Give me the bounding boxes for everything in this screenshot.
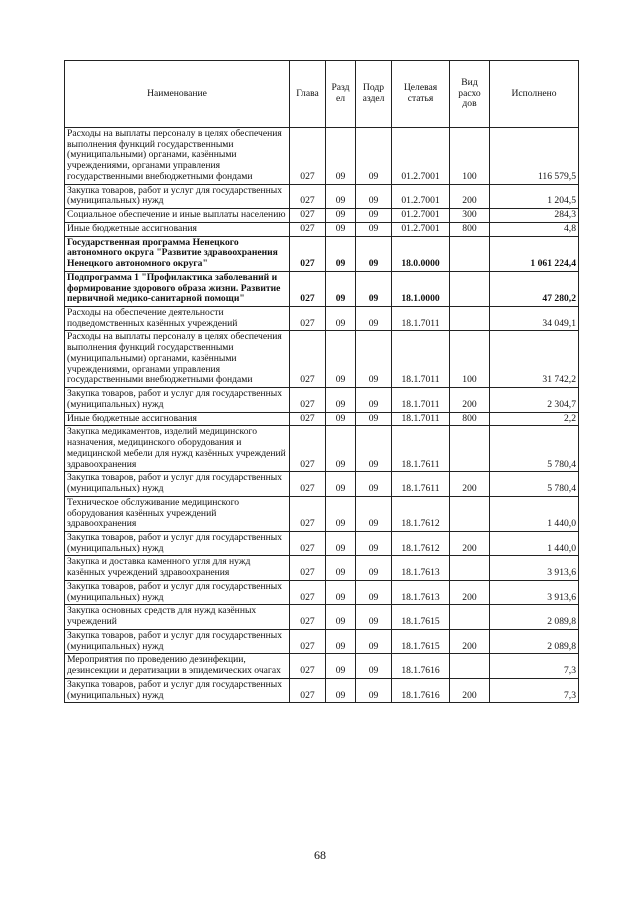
cell-razdel: 09	[326, 209, 356, 223]
cell-name: Расходы на выплаты персоналу в целях обеспечения выполнения функций государственными (муниципальными) органами, казёнными учреждениями, органами управления государственными внебюджетными фондами	[65, 331, 290, 388]
table-row	[65, 184, 579, 208]
cell-expense-type: 200	[450, 678, 490, 702]
cell-podrazdel: 09	[356, 580, 392, 604]
cell-glava: 027	[290, 209, 326, 223]
cell-executed: 5 780,4	[490, 426, 579, 472]
header-target-article: Целевая статья	[392, 61, 450, 128]
cell-podrazdel: 09	[356, 331, 392, 388]
table-row	[65, 472, 579, 496]
cell-razdel: 09	[326, 580, 356, 604]
cell-target-article: 18.1.7616	[392, 654, 450, 678]
table-body	[65, 128, 579, 703]
cell-target-article: 18.1.7612	[392, 496, 450, 531]
cell-glava: 027	[290, 678, 326, 702]
cell-razdel: 09	[326, 271, 356, 306]
cell-name: Иные бюджетные ассигнования	[65, 222, 290, 236]
cell-name: Закупка и доставка каменного угля для нужд казённых учреждений здравоохранения	[65, 556, 290, 580]
cell-podrazdel: 09	[356, 556, 392, 580]
cell-razdel: 09	[326, 331, 356, 388]
cell-executed: 2 304,7	[490, 388, 579, 412]
table-row	[65, 629, 579, 653]
cell-name: Государственная программа Ненецкого автономного округа "Развитие здравоохранения Ненецкого автономного округа"	[65, 236, 290, 271]
cell-razdel: 09	[326, 496, 356, 531]
cell-executed: 5 780,4	[490, 472, 579, 496]
cell-expense-type	[450, 654, 490, 678]
cell-razdel: 09	[326, 184, 356, 208]
cell-podrazdel: 09	[356, 605, 392, 629]
page-number: 68	[314, 848, 326, 862]
cell-podrazdel: 09	[356, 307, 392, 331]
table-row	[65, 426, 579, 472]
cell-target-article: 18.1.7615	[392, 605, 450, 629]
cell-glava: 027	[290, 654, 326, 678]
cell-expense-type: 200	[450, 629, 490, 653]
cell-podrazdel: 09	[356, 388, 392, 412]
cell-glava: 027	[290, 496, 326, 531]
cell-podrazdel: 09	[356, 496, 392, 531]
cell-name: Расходы на обеспечение деятельности подведомственных казённых учреждений	[65, 307, 290, 331]
cell-glava: 027	[290, 605, 326, 629]
cell-glava: 027	[290, 580, 326, 604]
cell-target-article: 18.1.7011	[392, 388, 450, 412]
cell-target-article: 01.2.7001	[392, 128, 450, 185]
cell-name: Иные бюджетные ассигнования	[65, 412, 290, 426]
cell-name: Закупка основных средств для нужд казённых учреждений	[65, 605, 290, 629]
cell-glava: 027	[290, 128, 326, 185]
cell-expense-type	[450, 496, 490, 531]
cell-razdel: 09	[326, 236, 356, 271]
cell-glava: 027	[290, 331, 326, 388]
cell-glava: 027	[290, 412, 326, 426]
cell-target-article: 18.1.7611	[392, 472, 450, 496]
cell-expense-type	[450, 307, 490, 331]
table-row	[65, 388, 579, 412]
cell-name: Закупка товаров, работ и услуг для государственных (муниципальных) нужд	[65, 388, 290, 412]
cell-executed: 34 049,1	[490, 307, 579, 331]
cell-target-article: 18.1.7612	[392, 531, 450, 555]
cell-expense-type: 200	[450, 388, 490, 412]
cell-name: Закупка товаров, работ и услуг для государственных (муниципальных) нужд	[65, 472, 290, 496]
table-row	[65, 271, 579, 306]
cell-razdel: 09	[326, 307, 356, 331]
cell-target-article: 18.1.7011	[392, 412, 450, 426]
budget-table	[64, 60, 579, 703]
table-row	[65, 412, 579, 426]
cell-razdel: 09	[326, 629, 356, 653]
cell-razdel: 09	[326, 388, 356, 412]
cell-razdel: 09	[326, 556, 356, 580]
cell-expense-type: 200	[450, 184, 490, 208]
cell-expense-type	[450, 236, 490, 271]
cell-name: Социальное обеспечение и иные выплаты населению	[65, 209, 290, 223]
cell-executed: 1 440,0	[490, 531, 579, 555]
cell-executed: 2 089,8	[490, 605, 579, 629]
cell-glava: 027	[290, 556, 326, 580]
cell-target-article: 01.2.7001	[392, 209, 450, 223]
cell-name: Закупка товаров, работ и услуг для государственных (муниципальных) нужд	[65, 580, 290, 604]
cell-razdel: 09	[326, 426, 356, 472]
cell-name: Подпрограмма 1 "Профилактика заболеваний и формирование здорового образа жизни. Развитие первичной медико-санитарной помощи"	[65, 271, 290, 306]
header-razdel: Разд ел	[326, 61, 356, 128]
cell-expense-type: 800	[450, 222, 490, 236]
cell-name: Закупка медикаментов, изделий медицинского назначения, медицинского оборудования и медицинской мебели для нужд казённых учреждений здравоохранения	[65, 426, 290, 472]
cell-podrazdel: 09	[356, 209, 392, 223]
table-row	[65, 236, 579, 271]
cell-executed: 3 913,6	[490, 580, 579, 604]
cell-target-article: 18.0.0000	[392, 236, 450, 271]
cell-podrazdel: 09	[356, 654, 392, 678]
cell-executed: 1 440,0	[490, 496, 579, 531]
cell-podrazdel: 09	[356, 236, 392, 271]
cell-executed: 47 280,2	[490, 271, 579, 306]
table-row	[65, 307, 579, 331]
cell-expense-type: 100	[450, 128, 490, 185]
cell-expense-type: 200	[450, 472, 490, 496]
cell-podrazdel: 09	[356, 531, 392, 555]
cell-expense-type: 200	[450, 580, 490, 604]
cell-glava: 027	[290, 388, 326, 412]
cell-executed: 7,3	[490, 678, 579, 702]
table-row	[65, 678, 579, 702]
cell-razdel: 09	[326, 128, 356, 185]
cell-podrazdel: 09	[356, 271, 392, 306]
cell-podrazdel: 09	[356, 678, 392, 702]
cell-expense-type	[450, 426, 490, 472]
cell-podrazdel: 09	[356, 222, 392, 236]
cell-expense-type	[450, 556, 490, 580]
cell-glava: 027	[290, 307, 326, 331]
cell-glava: 027	[290, 531, 326, 555]
cell-glava: 027	[290, 184, 326, 208]
cell-podrazdel: 09	[356, 184, 392, 208]
cell-target-article: 01.2.7001	[392, 222, 450, 236]
cell-razdel: 09	[326, 472, 356, 496]
table-row	[65, 222, 579, 236]
cell-name: Закупка товаров, работ и услуг для государственных (муниципальных) нужд	[65, 678, 290, 702]
cell-glava: 027	[290, 271, 326, 306]
cell-name: Расходы на выплаты персоналу в целях обеспечения выполнения функций государственными (муниципальными) органами, казёнными учреждениями, органами управления государственными внебюджетными фондами	[65, 128, 290, 185]
table-row	[65, 331, 579, 388]
header-glava: Глава	[290, 61, 326, 128]
cell-razdel: 09	[326, 531, 356, 555]
cell-target-article: 18.1.7611	[392, 426, 450, 472]
cell-target-article: 18.1.0000	[392, 271, 450, 306]
cell-executed: 2,2	[490, 412, 579, 426]
table-row	[65, 496, 579, 531]
table-header-row	[65, 61, 579, 128]
cell-executed: 31 742,2	[490, 331, 579, 388]
header-expense-type: Вид расхо дов	[450, 61, 490, 128]
cell-expense-type: 200	[450, 531, 490, 555]
table-row	[65, 654, 579, 678]
cell-name: Закупка товаров, работ и услуг для государственных (муниципальных) нужд	[65, 629, 290, 653]
cell-target-article: 18.1.7011	[392, 307, 450, 331]
cell-name: Закупка товаров, работ и услуг для государственных (муниципальных) нужд	[65, 531, 290, 555]
cell-expense-type	[450, 271, 490, 306]
cell-podrazdel: 09	[356, 412, 392, 426]
cell-executed: 3 913,6	[490, 556, 579, 580]
table-row	[65, 605, 579, 629]
cell-podrazdel: 09	[356, 629, 392, 653]
cell-expense-type: 100	[450, 331, 490, 388]
table-row	[65, 209, 579, 223]
cell-executed: 4,8	[490, 222, 579, 236]
cell-podrazdel: 09	[356, 472, 392, 496]
cell-glava: 027	[290, 222, 326, 236]
cell-executed: 284,3	[490, 209, 579, 223]
cell-executed: 116 579,5	[490, 128, 579, 185]
cell-razdel: 09	[326, 605, 356, 629]
cell-expense-type: 300	[450, 209, 490, 223]
header-executed: Исполнено	[490, 61, 579, 128]
table-row	[65, 580, 579, 604]
cell-executed: 1 061 224,4	[490, 236, 579, 271]
header-podrazdel: Подр аздел	[356, 61, 392, 128]
cell-target-article: 18.1.7615	[392, 629, 450, 653]
cell-executed: 7,3	[490, 654, 579, 678]
cell-target-article: 01.2.7001	[392, 184, 450, 208]
cell-target-article: 18.1.7011	[392, 331, 450, 388]
cell-glava: 027	[290, 629, 326, 653]
table-row	[65, 531, 579, 555]
cell-glava: 027	[290, 236, 326, 271]
cell-name: Техническое обслуживание медицинского оборудования казённых учреждений здравоохранения	[65, 496, 290, 531]
cell-razdel: 09	[326, 222, 356, 236]
cell-glava: 027	[290, 472, 326, 496]
table-row	[65, 556, 579, 580]
cell-razdel: 09	[326, 412, 356, 426]
cell-executed: 2 089,8	[490, 629, 579, 653]
header-name: Наименование	[65, 61, 290, 128]
cell-podrazdel: 09	[356, 426, 392, 472]
cell-target-article: 18.1.7613	[392, 580, 450, 604]
cell-razdel: 09	[326, 678, 356, 702]
cell-expense-type	[450, 605, 490, 629]
cell-name: Закупка товаров, работ и услуг для государственных (муниципальных) нужд	[65, 184, 290, 208]
cell-executed: 1 204,5	[490, 184, 579, 208]
cell-expense-type: 800	[450, 412, 490, 426]
table-row	[65, 128, 579, 185]
cell-name: Мероприятия по проведению дезинфекции, дезинсекции и дератизации в эпидемических очагах	[65, 654, 290, 678]
cell-podrazdel: 09	[356, 128, 392, 185]
cell-glava: 027	[290, 426, 326, 472]
cell-razdel: 09	[326, 654, 356, 678]
cell-target-article: 18.1.7616	[392, 678, 450, 702]
cell-target-article: 18.1.7613	[392, 556, 450, 580]
